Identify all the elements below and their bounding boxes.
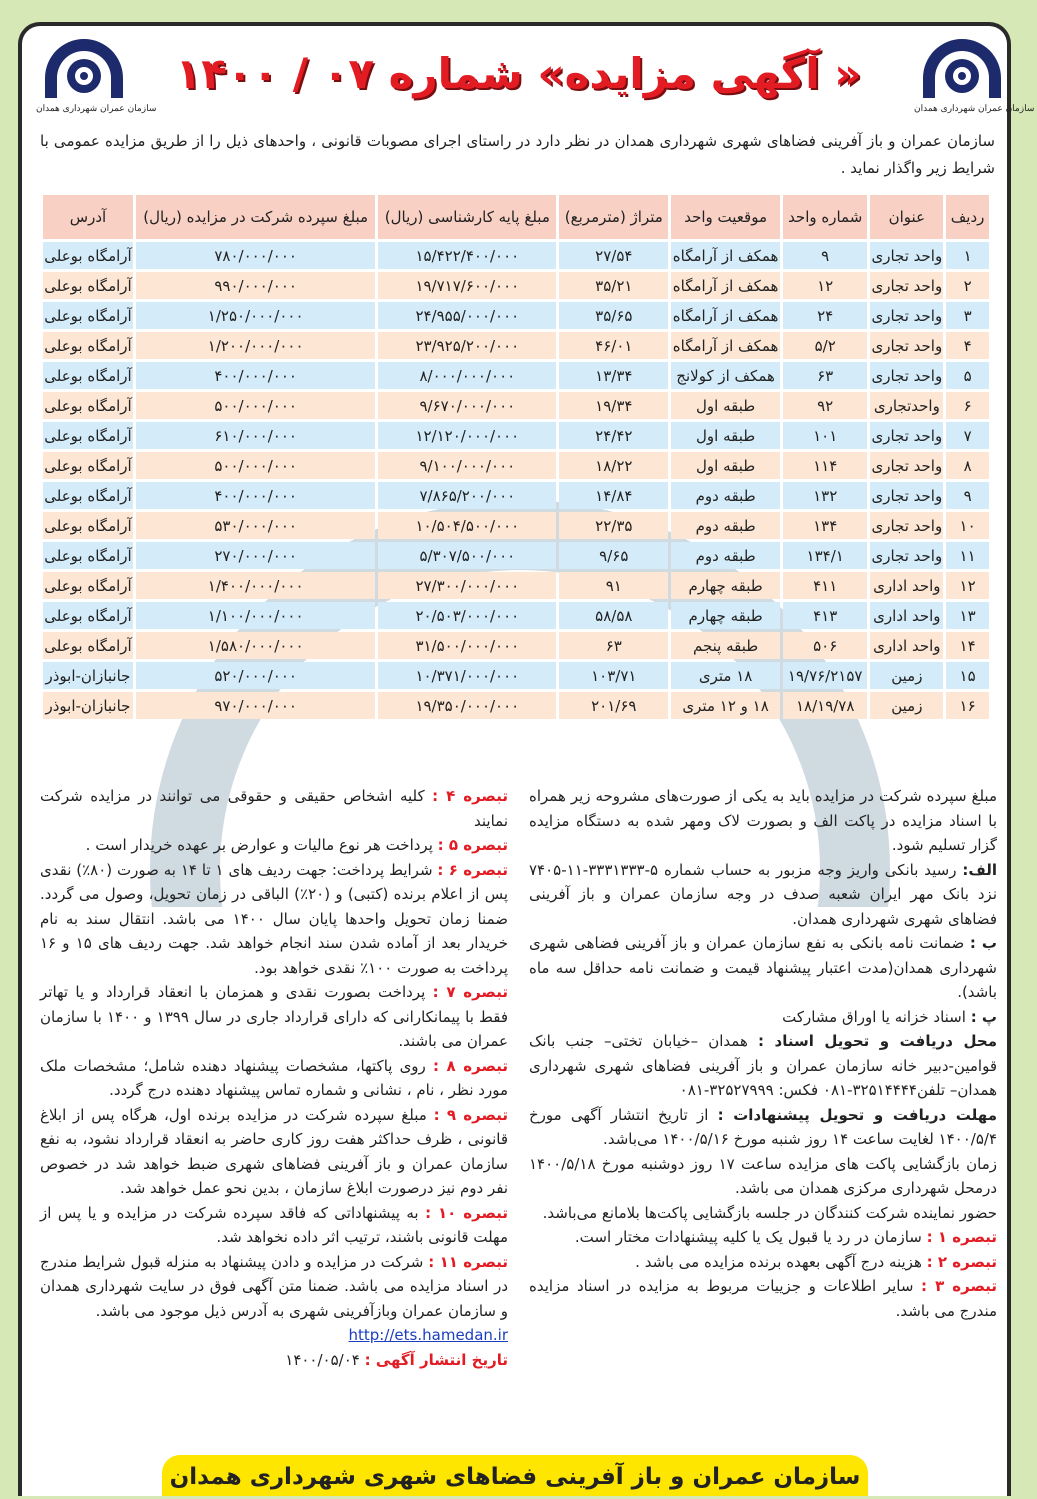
logo-left [36, 38, 157, 114]
note-label: تبصره ۱۰ : [425, 1203, 508, 1222]
cell-row-number: ۱۴ [946, 632, 989, 659]
cell-unit-number: ۹ [783, 242, 868, 269]
cell-location: همکف از آرامگاه [671, 302, 780, 329]
footer-banner: سازمان عمران و باز آفرینی فضاهای شهری شهرداری همدان [162, 1455, 868, 1496]
cell-base-price: ۳۱/۵۰۰/۰۰۰/۰۰۰ [378, 632, 556, 659]
cell-area: ۳۵/۲۱ [559, 272, 668, 299]
cell-unit-number: ۴۱۳ [783, 602, 868, 629]
option-p-label: پ : [970, 1007, 997, 1026]
note-label: تبصره ۶ : [437, 860, 508, 879]
link-line [40, 1323, 508, 1348]
cell-address: آرامگاه بوعلی [43, 512, 133, 539]
cell-deposit: ۱/۴۰۰/۰۰۰/۰۰۰ [136, 572, 375, 599]
option-b-text: ضمانت نامه بانکی به نفع سازمان عمران و باز آفرینی فضاهی شهری شهرداری همدان(مدت اعتبار پیشنهاد قیمت و ضمانت نامه حداقل سه ماه باشد). [529, 934, 997, 1001]
cell-area: ۹۱ [559, 572, 668, 599]
option-p [529, 1005, 997, 1030]
cell-area: ۲۲/۳۵ [559, 512, 668, 539]
cell-area: ۵۸/۵۸ [559, 602, 668, 629]
cell-title: واحد تجاری [870, 332, 943, 359]
cell-area: ۳۵/۶۵ [559, 302, 668, 329]
note-text: مبلغ سپرده شرکت در مزایده برنده اول، هرگاه پس از ابلاغ قانونی ، ظرف حداکثر هفت روز کاری حاضر به انعقاد قرارداد نشود، به نفع سازمان عمران و باز آفرینی فضاهای شهری ضبط خواهد شد در خصوص نفر دوم نیز درصورت ابلاغ سازمان ، بدین نحو عمل خواهد شد. [40, 1105, 508, 1197]
left-column [40, 784, 508, 1372]
cell-base-price: ۱۲/۱۲۰/۰۰۰/۰۰۰ [378, 422, 556, 449]
cell-location: طبقه دوم [671, 542, 780, 569]
publish-date-label: تاریخ انتشار آگهی : [364, 1350, 508, 1369]
table-row [43, 302, 989, 329]
cell-location: همکف از آرامگاه [671, 332, 780, 359]
table-row [43, 422, 989, 449]
cell-location: طبقه دوم [671, 512, 780, 539]
cell-address: آرامگاه بوعلی [43, 572, 133, 599]
cell-location: ۱۸ متری [671, 662, 780, 689]
table-row [43, 452, 989, 479]
right-column [529, 784, 997, 1323]
cell-unit-number: ۴۱۱ [783, 572, 868, 599]
deposit-text: مبلغ سپرده شرکت در مزایده باید به یکی از صورت‌های مشروحه زیر همراه با اسناد مزایده در پاکت الف و بصورت لاک ومهر شده به دستگاه مزایده گزار تسلیم شود. [529, 787, 997, 854]
note-text: کلیه اشخاص حقیقی و حقوقی می توانند در مزایده شرکت نمایند [40, 787, 508, 830]
cell-row-number: ۳ [946, 302, 989, 329]
cell-unit-number: ۱۳۴ [783, 512, 868, 539]
cell-address: آرامگاه بوعلی [43, 392, 133, 419]
cell-title: زمین [870, 692, 943, 719]
column-header: متراژ (مترمربع) [559, 195, 668, 239]
cell-address: آرامگاه بوعلی [43, 272, 133, 299]
cell-unit-number: ۱۱۴ [783, 452, 868, 479]
table-row [43, 662, 989, 689]
intro-text: سازمان عمران و باز آفرینی فضاهای شهری شهرداری همدان در نظر دارد در راستای اجرای مصوبات قانونی ، واحدهای ذیل را از طریق مزایده عمومی با شرایط زیر واگذار نماید . [40, 132, 995, 177]
cell-location: همکف از کولانج [671, 362, 780, 389]
cell-address: آرامگاه بوعلی [43, 332, 133, 359]
logo-text: سازمان عمران شهرداری همدان [36, 104, 157, 114]
cell-area: ۲۰۱/۶۹ [559, 692, 668, 719]
note-text: شرایط پرداخت: جهت ردیف های ۱ تا ۱۴ به صورت (۸۰٪) نقدی پس از اعلام برنده (کتبی) و (۲۰٪) الباقی در زمان تحویل، وصول می گردد. ضمنا زمان تحویل واحدها پایان سال ۱۴۰۰ می باشد. انتقال سند به نام خریدار بعد از آماده شدن سند انجام خواهد شد. جهت ردیف های ۱۵ و ۱۶ پرداخت به صورت ۱۰۰٪ نقدی خواهد بود. [40, 860, 508, 977]
note-item [529, 1225, 997, 1250]
cell-row-number: ۱۱ [946, 542, 989, 569]
note-text: روی پاکتها، مشخصات پیشنهاد دهنده شامل؛ مشخصات ملک مورد نظر ، نام ، نشانی و شماره تماس پیشنهاد دهنده درج گردد. [40, 1056, 508, 1099]
cell-deposit: ۱/۲۵۰/۰۰۰/۰۰۰ [136, 302, 375, 329]
table-row [43, 242, 989, 269]
option-a-text: رسید بانکی واریز وجه مزبور به حساب شماره ۵-۳۳۳۱۳۳۳-۱۱-۷۴۰۵ نزد بانک مهر ایران شعبه صدف در وجه سازمان عمران و باز آفرینی فضاهای شهری شهرداری همدان. [529, 860, 997, 928]
note-text: سایر اطلاعات و جزییات مربوط به مزایده در اسناد مزایده مندرج می باشد. [529, 1277, 997, 1320]
cell-title: واحدتجاری [870, 392, 943, 419]
cell-title: واحد اداری [870, 632, 943, 659]
table-row [43, 392, 989, 419]
note-item [40, 833, 508, 858]
cell-deposit: ۹۷۰/۰۰۰/۰۰۰ [136, 692, 375, 719]
cell-address: آرامگاه بوعلی [43, 452, 133, 479]
cell-address: آرامگاه بوعلی [43, 542, 133, 569]
cell-title: واحد تجاری [870, 272, 943, 299]
cell-row-number: ۱ [946, 242, 989, 269]
note-text: سازمان در رد یا قبول یک یا کلیه پیشنهادات مختار است. [574, 1228, 922, 1246]
cell-deposit: ۵۳۰/۰۰۰/۰۰۰ [136, 512, 375, 539]
cell-area: ۴۶/۰۱ [559, 332, 668, 359]
option-p-text: اسناد خزانه یا اوراق مشارکت [782, 1007, 966, 1026]
column-header: ردیف [946, 195, 989, 239]
cell-deposit: ۴۰۰/۰۰۰/۰۰۰ [136, 482, 375, 509]
cell-address: آرامگاه بوعلی [43, 602, 133, 629]
cell-deposit: ۱/۵۸۰/۰۰۰/۰۰۰ [136, 632, 375, 659]
cell-area: ۱۰۳/۷۱ [559, 662, 668, 689]
cell-title: واحد اداری [870, 602, 943, 629]
page-title: « آگهی مزایده» شماره ۰۷ / ۱۴۰۰ [175, 49, 862, 98]
cell-title: زمین [870, 662, 943, 689]
table-row [43, 632, 989, 659]
note-item [40, 1054, 508, 1103]
cell-deposit: ۱/۱۰۰/۰۰۰/۰۰۰ [136, 602, 375, 629]
cell-address: آرامگاه بوعلی [43, 302, 133, 329]
table-row [43, 542, 989, 569]
cell-deposit: ۱/۲۰۰/۰۰۰/۰۰۰ [136, 332, 375, 359]
note-item [40, 980, 508, 1054]
cell-area: ۱۴/۸۴ [559, 482, 668, 509]
cell-deposit: ۹۹۰/۰۰۰/۰۰۰ [136, 272, 375, 299]
cell-address: آرامگاه بوعلی [43, 482, 133, 509]
note-label: تبصره ۸ : [432, 1056, 508, 1075]
table-row [43, 362, 989, 389]
municipality-logo-icon [919, 38, 1005, 100]
table-row [43, 572, 989, 599]
cell-base-price: ۲۴/۹۵۵/۰۰۰/۰۰۰ [378, 302, 556, 329]
cell-row-number: ۱۳ [946, 602, 989, 629]
cell-location: طبقه دوم [671, 482, 780, 509]
cell-row-number: ۲ [946, 272, 989, 299]
option-b [529, 931, 997, 1005]
cell-unit-number: ۵/۲ [783, 332, 868, 359]
document-place-text: همدان –خیابان تختی– جنب بانک قوامین-دبیر خانه سازمان عمران و باز آفرینی فضاهای شهری شهرداری همدان– تلفن۳۲۵۱۴۴۴۴-۰۸۱ فکس: ۳۲۵۲۷۹۹۹-۰۸۱ [529, 1032, 997, 1099]
website-link[interactable]: http://ets.hamedan.ir [348, 1326, 508, 1344]
cell-unit-number: ۶۳ [783, 362, 868, 389]
cell-deposit: ۷۸۰/۰۰۰/۰۰۰ [136, 242, 375, 269]
cell-deposit: ۵۰۰/۰۰۰/۰۰۰ [136, 452, 375, 479]
note-item [40, 858, 508, 981]
note-item [529, 1274, 997, 1323]
cell-location: طبقه چهارم [671, 572, 780, 599]
note-label: تبصره ۱۱ : [428, 1252, 508, 1271]
cell-unit-number: ۹۲ [783, 392, 868, 419]
cell-unit-number: ۱۲ [783, 272, 868, 299]
cell-location: طبقه پنجم [671, 632, 780, 659]
cell-unit-number: ۵۰۶ [783, 632, 868, 659]
option-a [529, 858, 997, 932]
note-text: به پیشنهاداتی که فاقد سپرده شرکت در مزایده و یا پس از مهلت قانونی باشند، ترتیب اثر داده نخواهد شد. [40, 1203, 508, 1246]
cell-row-number: ۹ [946, 482, 989, 509]
cell-location: طبقه اول [671, 422, 780, 449]
deadline [529, 1103, 997, 1152]
cell-base-price: ۱۵/۴۲۲/۴۰۰/۰۰۰ [378, 242, 556, 269]
cell-row-number: ۸ [946, 452, 989, 479]
cell-unit-number: ۱۳۴/۱ [783, 542, 868, 569]
table-row [43, 482, 989, 509]
cell-base-price: ۲۷/۳۰۰/۰۰۰/۰۰۰ [378, 572, 556, 599]
cell-row-number: ۷ [946, 422, 989, 449]
cell-base-price: ۱۹/۷۱۷/۶۰۰/۰۰۰ [378, 272, 556, 299]
cell-title: واحد تجاری [870, 482, 943, 509]
note-item [40, 1103, 508, 1201]
cell-location: طبقه چهارم [671, 602, 780, 629]
column-header: عنوان [870, 195, 943, 239]
document-place [529, 1029, 997, 1103]
cell-row-number: ۱۰ [946, 512, 989, 539]
logo-text: سازمان عمران شهرداری همدان [914, 104, 1035, 114]
publish-date-value: ۱۴۰۰/۰۵/۰۴ [285, 1350, 360, 1369]
cell-location: طبقه اول [671, 392, 780, 419]
cell-row-number: ۱۶ [946, 692, 989, 719]
table-row [43, 332, 989, 359]
cell-deposit: ۶۱۰/۰۰۰/۰۰۰ [136, 422, 375, 449]
opening-time: زمان بازگشایی پاکت های مزایده ساعت ۱۷ روز دوشنبه مورخ ۱۴۰۰/۵/۱۸ درمحل شهرداری مرکزی همدان می باشد. [529, 1154, 997, 1197]
cell-base-price: ۵/۳۰۷/۵۰۰/۰۰۰ [378, 542, 556, 569]
cell-address: آرامگاه بوعلی [43, 242, 133, 269]
cell-title: واحد تجاری [870, 542, 943, 569]
note-label: تبصره ۵ : [437, 836, 508, 854]
cell-location: ۱۸ و ۱۲ متری [671, 692, 780, 719]
cell-deposit: ۵۲۰/۰۰۰/۰۰۰ [136, 662, 375, 689]
table-header-row [43, 195, 989, 239]
cell-unit-number: ۱۳۲ [783, 482, 868, 509]
cell-base-price: ۹/۶۷۰/۰۰۰/۰۰۰ [378, 392, 556, 419]
cell-location: همکف از آرامگاه [671, 242, 780, 269]
cell-title: واحد تجاری [870, 362, 943, 389]
cell-deposit: ۵۰۰/۰۰۰/۰۰۰ [136, 392, 375, 419]
cell-area: ۶۳ [559, 632, 668, 659]
note-label: تبصره ۲ : [926, 1252, 997, 1271]
cell-title: واحد اداری [870, 572, 943, 599]
cell-base-price: ۷/۸۶۵/۲۰۰/۰۰۰ [378, 482, 556, 509]
cell-area: ۲۴/۴۲ [559, 422, 668, 449]
note-label: تبصره ۹ : [433, 1105, 508, 1124]
cell-address: آرامگاه بوعلی [43, 422, 133, 449]
note-item [529, 1250, 997, 1275]
cell-area: ۹/۶۵ [559, 542, 668, 569]
note-label: تبصره ۱ : [926, 1228, 997, 1246]
note-label: تبصره ۷ : [432, 983, 508, 1001]
presence-note: حضور نماینده شرکت کنندگان در جلسه بازگشایی پاکت‌ها بلامانع می‌باشد. [542, 1203, 997, 1222]
cell-base-price: ۲۳/۹۲۵/۲۰۰/۰۰۰ [378, 332, 556, 359]
note-label: تبصره ۳ : [921, 1277, 997, 1295]
cell-unit-number: ۲۴ [783, 302, 868, 329]
cell-base-price: ۱۰/۳۷۱/۰۰۰/۰۰۰ [378, 662, 556, 689]
option-b-label: ب : [969, 934, 997, 952]
column-header: شماره واحد [783, 195, 868, 239]
note-label: تبصره ۴ : [432, 787, 508, 805]
document-place-label: محل دریافت و تحویل اسناد : [757, 1032, 997, 1050]
cell-title: واحد تجاری [870, 512, 943, 539]
note-item [40, 1201, 508, 1250]
column-header: مبلغ سپرده شرکت در مزایده (ریال) [136, 195, 375, 239]
cell-base-price: ۹/۱۰۰/۰۰۰/۰۰۰ [378, 452, 556, 479]
cell-title: واحد تجاری [870, 422, 943, 449]
cell-row-number: ۱۲ [946, 572, 989, 599]
note-text: شرکت در مزایده و دادن پیشنهاد به منزله قبول شرایط مندرج در اسناد مزایده می باشد. ضمنا متن آگهی فوق در سایت شهرداری همدان و سازمان عمران وبازآفرینی شهری به آدرس ذیل موجود می باشد. [40, 1252, 508, 1320]
column-header: موقعیت واحد [671, 195, 780, 239]
cell-unit-number: ۱۸/۱۹/۷۸ [783, 692, 868, 719]
table-row [43, 272, 989, 299]
cell-address: آرامگاه بوعلی [43, 632, 133, 659]
note-item [40, 1250, 508, 1324]
cell-row-number: ۱۵ [946, 662, 989, 689]
note-text: هزینه درج آگهی بعهده برنده مزایده می باشد . [635, 1252, 922, 1271]
cell-address: آرامگاه بوعلی [43, 362, 133, 389]
cell-location: طبقه اول [671, 452, 780, 479]
column-header: آدرس [43, 195, 133, 239]
publish-date [40, 1348, 508, 1373]
deadline-text: از تاریخ انتشار آگهی مورخ ۱۴۰۰/۵/۴ لغایت ساعت ۱۴ روز شنبه مورخ ۱۴۰۰/۵/۱۶ می‌باشد. [529, 1105, 997, 1148]
cell-base-price: ۱۰/۵۰۴/۵۰۰/۰۰۰ [378, 512, 556, 539]
note-item [40, 784, 508, 833]
cell-row-number: ۶ [946, 392, 989, 419]
table-row [43, 602, 989, 629]
auction-table [40, 192, 992, 722]
note-text: پرداخت هر نوع مالیات و عوارض بر عهده خریدار است . [85, 836, 433, 854]
cell-address: جانبازان-ابوذر [43, 662, 133, 689]
logo-right [914, 38, 1035, 114]
deadline-label: مهلت دریافت و تحویل پیشنهادات : [717, 1105, 997, 1124]
cell-location: همکف از آرامگاه [671, 272, 780, 299]
right-notes [529, 1225, 997, 1323]
cell-row-number: ۴ [946, 332, 989, 359]
cell-base-price: ۱۹/۳۵۰/۰۰۰/۰۰۰ [378, 692, 556, 719]
cell-base-price: ۲۰/۵۰۳/۰۰۰/۰۰۰ [378, 602, 556, 629]
municipality-logo-icon [41, 38, 127, 100]
column-header: مبلغ پایه کارشناسی (ریال) [378, 195, 556, 239]
cell-row-number: ۵ [946, 362, 989, 389]
cell-base-price: ۸/۰۰۰/۰۰۰/۰۰۰ [378, 362, 556, 389]
cell-area: ۱۳/۳۴ [559, 362, 668, 389]
option-a-label: الف: [962, 860, 997, 879]
cell-deposit: ۲۷۰/۰۰۰/۰۰۰ [136, 542, 375, 569]
cell-title: واحد تجاری [870, 302, 943, 329]
table-row [43, 512, 989, 539]
table-row [43, 692, 989, 719]
cell-title: واحد تجاری [870, 452, 943, 479]
cell-unit-number: ۱۰۱ [783, 422, 868, 449]
cell-area: ۱۹/۳۴ [559, 392, 668, 419]
cell-area: ۱۸/۲۲ [559, 452, 668, 479]
cell-title: واحد تجاری [870, 242, 943, 269]
cell-unit-number: ۱۹/۷۶/۲۱۵۷ [783, 662, 868, 689]
cell-area: ۲۷/۵۴ [559, 242, 668, 269]
cell-address: جانبازان-ابوذر [43, 692, 133, 719]
note-text: پرداخت بصورت نقدی و همزمان با انعقاد قرارداد و یا تهاتر فقط با پیمانکارانی که دارای قرارداد جاری در سال ۱۳۹۹ و ۱۴۰۰ با سازمان عمران می باشند. [40, 983, 508, 1050]
left-notes [40, 784, 508, 1323]
cell-deposit: ۴۰۰/۰۰۰/۰۰۰ [136, 362, 375, 389]
